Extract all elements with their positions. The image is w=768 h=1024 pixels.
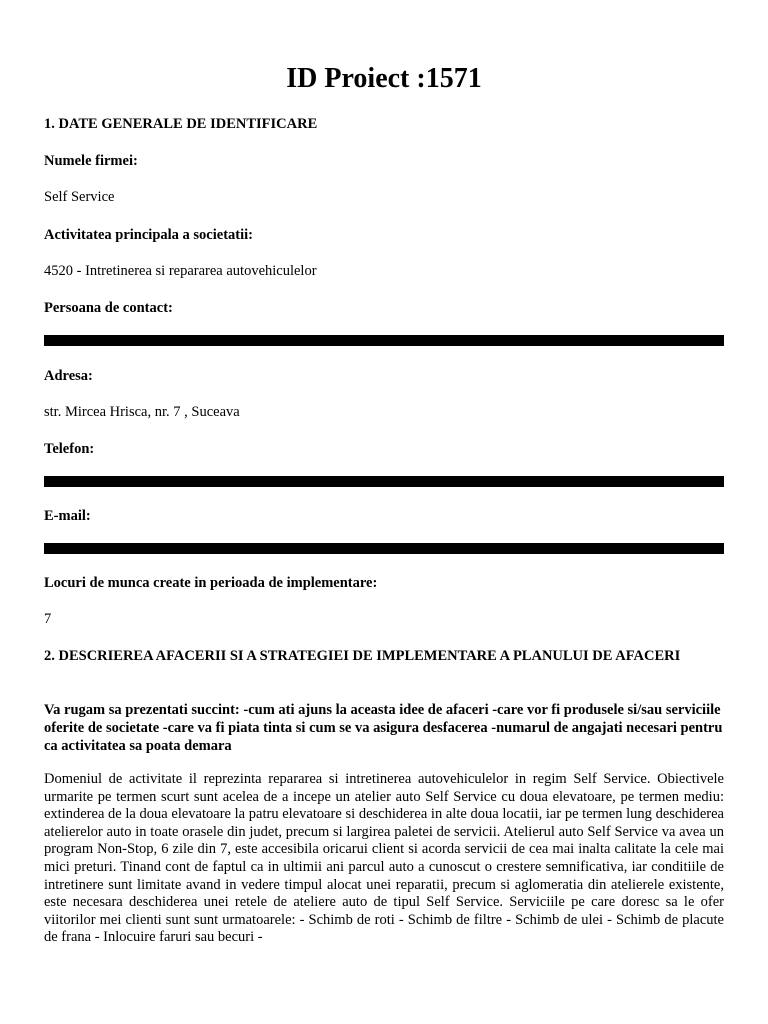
section2-prompt: Va rugam sa prezentati succint: -cum ati ajuns la aceasta idee de afaceri -care vor fi produsele si/sau serviciile oferite de societate -care va fi piata tinta si cum se va asigura desfacerea -numarul de angajati necesari pentru ca activitatea sa poata demara [44, 702, 723, 754]
jobs-value: 7 [44, 611, 52, 627]
phone-redaction-bar [44, 476, 724, 487]
address-label: Adresa: [44, 368, 93, 384]
contact-redaction-bar [44, 335, 724, 346]
section2-body: Domeniul de activitate il reprezinta repararea si intretinerea autovehiculelor in regim Self Service. Obiectivele urmarite pe termen scurt sunt acelea de a incepe un atelier auto Self Service cu doua elevatoare, pe termen mediu: extinderea de la doua elevatoare la patru elevatoare si deschiderea in alte doua locatii, iar pe termen lung deschiderea atelierelor auto in toate orasele din judet, precum si largirea paletei de servicii. Atelierul auto Self Service va avea un program Non-Stop, 6 zile din 7, este accesibila oricarui client si acorda servicii de cea mai inalta calitate la cele mai mici preturi. Tinand cont de faptul ca in ultimii ani parcul auto a cunoscut o crestere semnificativa, iar conditiile de intretinere sunt limitate avand in vedere timpul alocat unei reparatii, precum si aglomeratia din atelierele existente, este necesara deschiderea unei retele de ateliere auto de tipul Self Service. Serviciile pe care doresc sa le ofer viitorilor mei clienti sunt sunt urmatoarele: - Schimb de roti - Schimb de filtre - Schimb de ulei - Schimb de placute de frana - Inlocuire faruri sau becuri - [44, 771, 724, 946]
section2-heading: 2. DESCRIEREA AFACERII SI A STRATEGIEI DE IMPLEMENTARE A PLANULUI DE AFACERI [44, 648, 681, 664]
activity-label: Activitatea principala a societatii: [44, 227, 253, 243]
jobs-label: Locuri de munca create in perioada de implementare: [44, 575, 378, 591]
contact-label: Persoana de contact: [44, 300, 173, 316]
phone-label: Telefon: [44, 441, 95, 457]
address-value: str. Mircea Hrisca, nr. 7 , Suceava [44, 404, 240, 420]
firm-name-value: Self Service [44, 189, 115, 205]
firm-name-label: Numele firmei: [44, 153, 138, 169]
page-title: ID Proiect :1571 [286, 63, 482, 94]
email-redaction-bar [44, 543, 724, 554]
activity-value: 4520 - Intretinerea si repararea autovehiculelor [44, 263, 317, 279]
section1-heading: 1. DATE GENERALE DE IDENTIFICARE [44, 116, 318, 132]
email-label: E-mail: [44, 508, 91, 524]
